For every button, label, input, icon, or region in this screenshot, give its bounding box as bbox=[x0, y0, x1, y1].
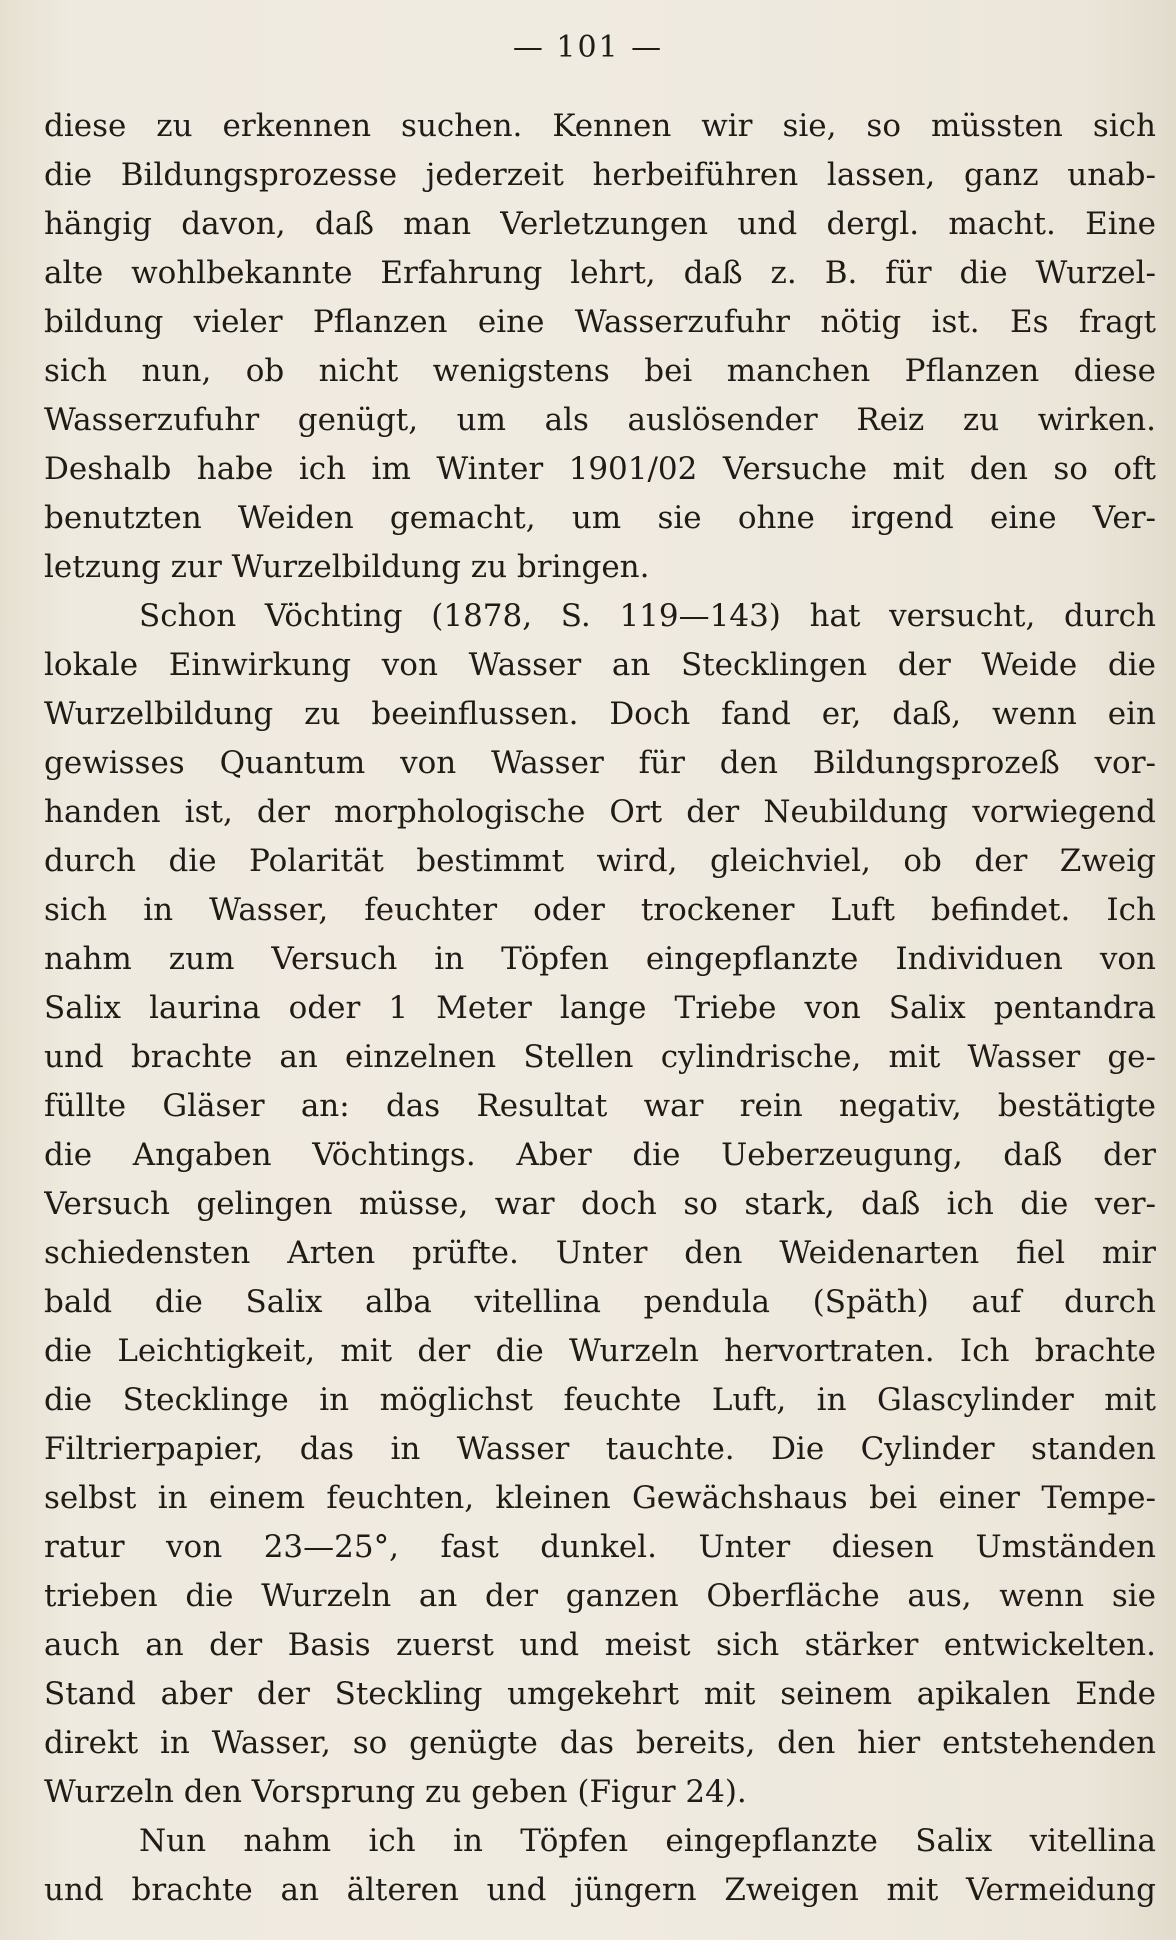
text-line: Wasserzufuhr genügt, um als auslösender Reiz zu wirken. bbox=[44, 402, 1156, 438]
text-line: lokale Einwirkung von Wasser an Stecklingen der Weide die bbox=[44, 647, 1156, 683]
text-line: Stand aber der Steckling umgekehrt mit seinem apikalen Ende bbox=[44, 1676, 1156, 1712]
text-line: trieben die Wurzeln an der ganzen Oberfläche aus, wenn sie bbox=[44, 1578, 1156, 1614]
text-line: und brachte an einzelnen Stellen cylindrische, mit Wasser ge- bbox=[44, 1039, 1156, 1075]
text-line: auch an der Basis zuerst und meist sich stärker entwickelten. bbox=[44, 1627, 1156, 1663]
page-number: — 101 — bbox=[512, 30, 664, 65]
text-line: und brachte an älteren und jüngern Zweigen mit Vermeidung bbox=[44, 1872, 1156, 1908]
text-line: sich in Wasser, feuchter oder trockener Luft befindet. Ich bbox=[44, 892, 1156, 928]
text-line: Wurzelbildung zu beeinflussen. Doch fand er, daß, wenn ein bbox=[44, 696, 1156, 732]
text-line: schiedensten Arten prüfte. Unter den Weidenarten fiel mir bbox=[44, 1235, 1156, 1271]
paragraph-1 bbox=[44, 102, 1156, 592]
text-line: Versuch gelingen müsse, war doch so stark, daß ich die ver- bbox=[44, 1186, 1156, 1222]
text-line: alte wohlbekannte Erfahrung lehrt, daß z. B. für die Wurzel- bbox=[44, 255, 1156, 291]
text-line: die Leichtigkeit, mit der die Wurzeln hervortraten. Ich brachte bbox=[44, 1333, 1156, 1369]
body-text bbox=[44, 102, 1156, 1915]
text-line: letzung zur Wurzelbildung zu bringen. bbox=[44, 549, 650, 585]
text-line: handen ist, der morphologische Ort der Neubildung vorwiegend bbox=[44, 794, 1156, 830]
text-line: gewisses Quantum von Wasser für den Bildungsprozeß vor- bbox=[44, 745, 1156, 781]
text-line: ratur von 23—25°, fast dunkel. Unter diesen Umständen bbox=[44, 1529, 1156, 1565]
paragraph-3 bbox=[44, 1817, 1156, 1915]
text-line: hängig davon, daß man Verletzungen und dergl. macht. Eine bbox=[44, 206, 1156, 242]
text-line: Schon Vöchting (1878, S. 119—143) hat versucht, durch bbox=[139, 598, 1156, 634]
text-line: die Stecklinge in möglichst feuchte Luft, in Glascylinder mit bbox=[44, 1382, 1156, 1418]
text-line: direkt in Wasser, so genügte das bereits, den hier entstehenden bbox=[44, 1725, 1156, 1761]
text-line: Salix laurina oder 1 Meter lange Triebe von Salix pentandra bbox=[44, 990, 1156, 1026]
text-line: benutzten Weiden gemacht, um sie ohne irgend eine Ver- bbox=[44, 500, 1156, 536]
text-line: nahm zum Versuch in Töpfen eingepflanzte Individuen von bbox=[44, 941, 1156, 977]
text-line: diese zu erkennen suchen. Kennen wir sie, so müssten sich bbox=[44, 108, 1156, 144]
text-line: Nun nahm ich in Töpfen eingepflanzte Salix vitellina bbox=[139, 1823, 1156, 1859]
text-line: selbst in einem feuchten, kleinen Gewächshaus bei einer Tempe- bbox=[44, 1480, 1156, 1516]
text-line: sich nun, ob nicht wenigstens bei manchen Pflanzen diese bbox=[44, 353, 1156, 389]
text-line: Filtrierpapier, das in Wasser tauchte. Die Cylinder standen bbox=[44, 1431, 1156, 1467]
paragraph-2 bbox=[44, 592, 1156, 1817]
text-line: Wurzeln den Vorsprung zu geben (Figur 24). bbox=[44, 1774, 747, 1810]
text-line: die Angaben Vöchtings. Aber die Ueberzeugung, daß der bbox=[44, 1137, 1156, 1173]
text-line: füllte Gläser an: das Resultat war rein negativ, bestätigte bbox=[44, 1088, 1156, 1124]
text-line: durch die Polarität bestimmt wird, gleichviel, ob der Zweig bbox=[44, 843, 1156, 879]
text-line: Deshalb habe ich im Winter 1901/02 Versuche mit den so oft bbox=[44, 451, 1156, 487]
text-line: bald die Salix alba vitellina pendula (Späth) auf durch bbox=[44, 1284, 1156, 1320]
text-line: die Bildungsprozesse jederzeit herbeiführen lassen, ganz unab- bbox=[44, 157, 1156, 193]
text-line: bildung vieler Pflanzen eine Wasserzufuhr nötig ist. Es fragt bbox=[44, 304, 1156, 340]
